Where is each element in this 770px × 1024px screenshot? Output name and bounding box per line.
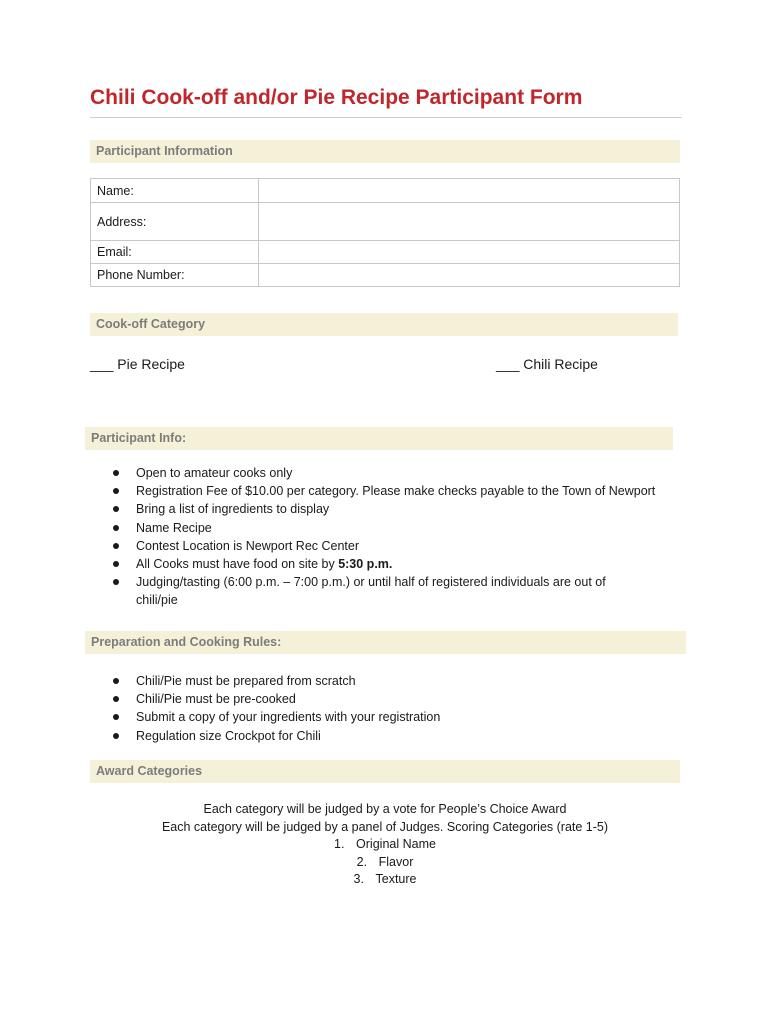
list-item: All Cooks must have food on site by 5:30 p.m. (110, 555, 655, 573)
bullet-icon (113, 543, 119, 549)
participant-info-list (110, 464, 655, 610)
food-on-site-time: 5:30 p.m. (338, 557, 393, 572)
table-row (91, 241, 680, 264)
bullet-icon (113, 561, 119, 567)
address-field[interactable] (259, 203, 680, 241)
table-row (91, 179, 680, 203)
chili-recipe-option[interactable]: ___ Chili Recipe (496, 356, 598, 372)
bullet-icon (113, 733, 119, 739)
participant-information-table (90, 178, 680, 287)
name-field[interactable] (259, 179, 680, 203)
section-header-participant-information: Participant Information (90, 140, 680, 163)
award-categories-text (90, 801, 680, 889)
list-item: Bring a list of ingredients to display (110, 500, 655, 518)
phone-number-field[interactable] (259, 264, 680, 287)
page-title: Chili Cook-off and/or Pie Recipe Participant Form (90, 86, 682, 118)
table-row (91, 264, 680, 287)
bullet-icon (113, 525, 119, 531)
list-item: Name Recipe (110, 519, 655, 537)
list-item: Open to amateur cooks only (110, 464, 655, 482)
bullet-icon (113, 714, 119, 720)
list-item: 3. Texture (353, 872, 417, 886)
table-row (91, 203, 680, 241)
preparation-rules-list (110, 672, 440, 745)
bullet-icon (113, 488, 119, 494)
list-item: Chili/Pie must be pre-cooked (110, 690, 440, 708)
address-label: Address: (91, 203, 259, 241)
judges-line: Each category will be judged by a panel of Judges. Scoring Categories (rate 1-5) (161, 819, 609, 834)
list-item: Contest Location is Newport Rec Center (110, 537, 655, 555)
section-header-cookoff-category: Cook-off Category (90, 313, 678, 336)
pie-recipe-option[interactable]: ___ Pie Recipe (90, 356, 185, 372)
email-label: Email: (91, 241, 259, 264)
list-item: Submit a copy of your ingredients with your registration (110, 708, 440, 726)
bullet-icon (113, 678, 119, 684)
list-item: 2. Flavor (356, 854, 414, 869)
section-header-preparation-rules: Preparation and Cooking Rules: (85, 631, 686, 654)
email-field[interactable] (259, 241, 680, 264)
scoring-categories-list (90, 836, 680, 889)
list-item: 1. Original Name (334, 837, 436, 851)
phone-number-label: Phone Number: (91, 264, 259, 287)
section-header-award-categories: Award Categories (90, 760, 680, 783)
bullet-icon (113, 470, 119, 476)
list-item: Registration Fee of $10.00 per category. Please make checks payable to the Town of Newport (110, 482, 655, 500)
list-item: Judging/tasting (6:00 p.m. – 7:00 p.m.) or until half of registered individuals are out of chili/pie (110, 573, 655, 609)
bullet-icon (113, 696, 119, 702)
name-label: Name: (91, 179, 259, 203)
peoples-choice-line: Each category will be judged by a vote for People’s Choice Award (203, 802, 567, 816)
bullet-icon (113, 579, 119, 585)
section-header-participant-info: Participant Info: (85, 427, 673, 450)
bullet-icon (113, 506, 119, 512)
list-item: Chili/Pie must be prepared from scratch (110, 672, 440, 690)
list-item: Regulation size Crockpot for Chili (110, 727, 440, 745)
